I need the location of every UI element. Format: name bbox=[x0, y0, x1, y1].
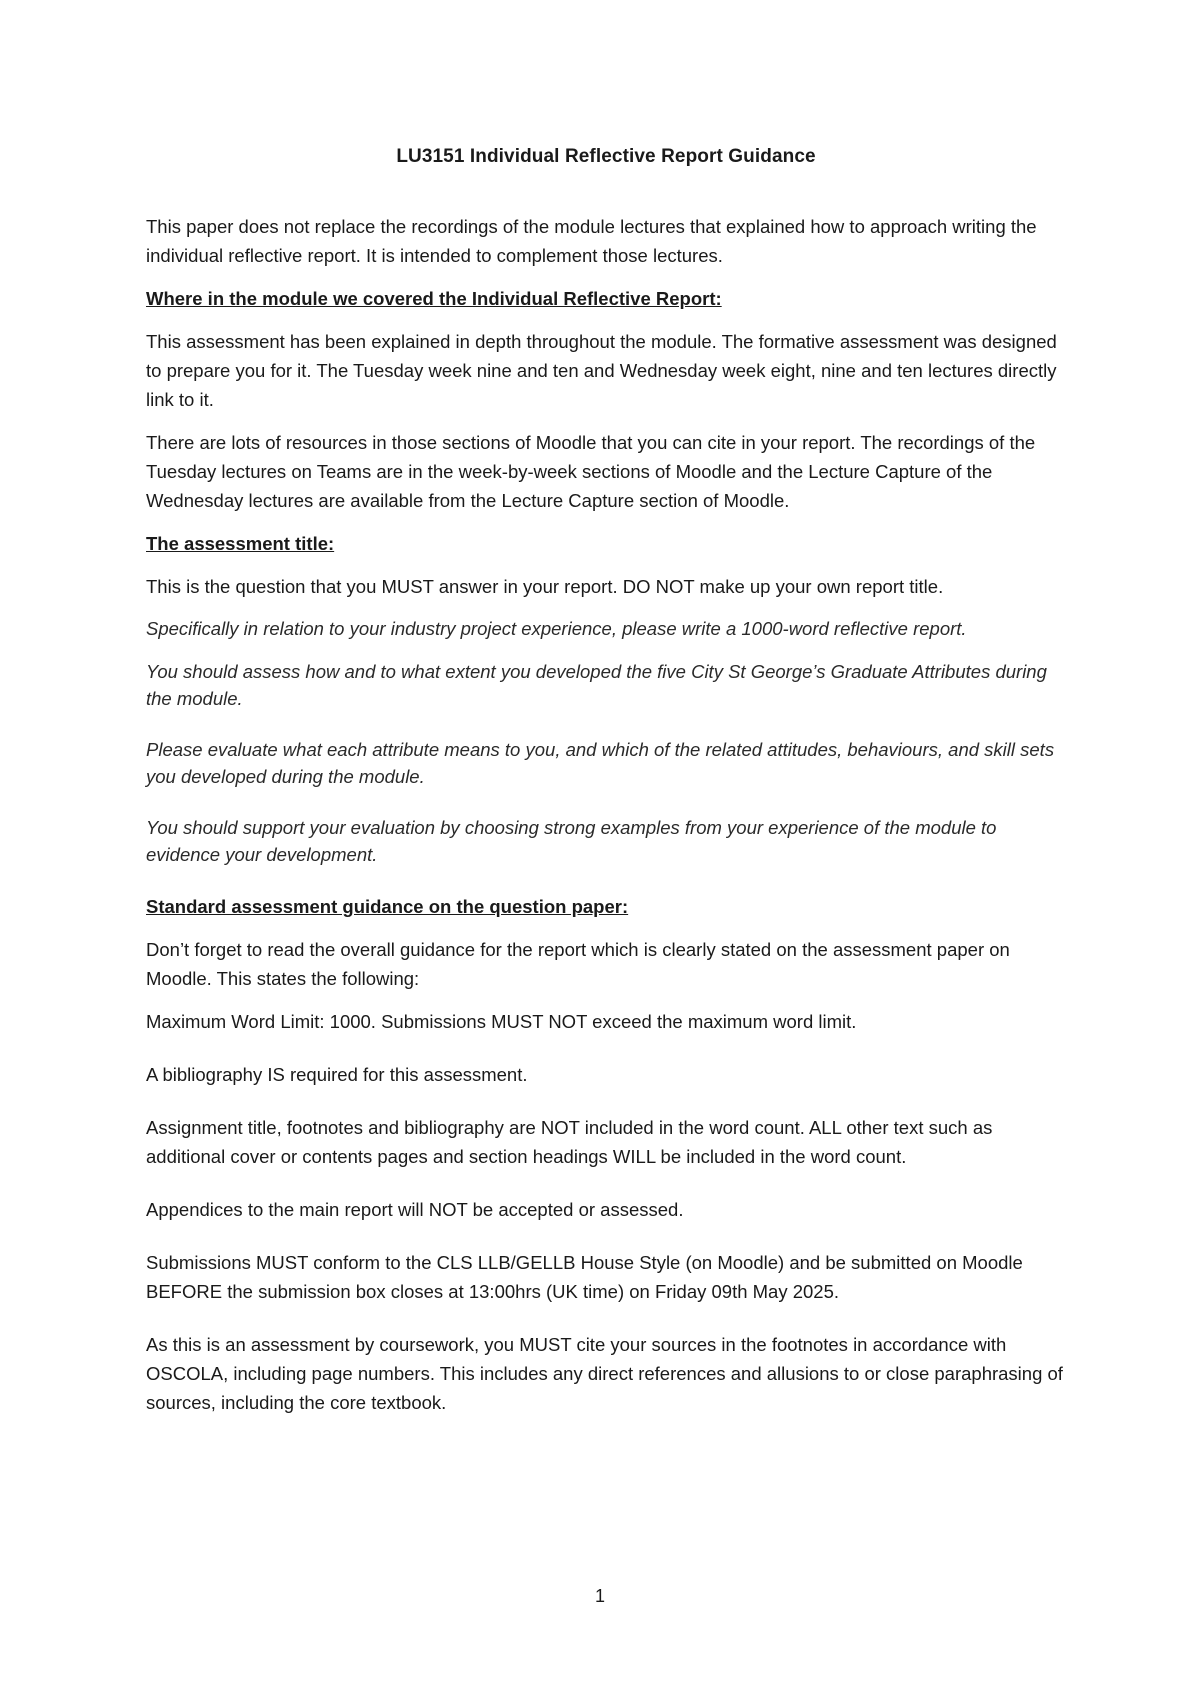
standard-paragraph-7: As this is an assessment by coursework, you MUST cite your sources in the footnotes in accordance with OSCOLA, including page numbers. This includes any direct references and allusions to or close paraphrasing of sources, including the core textbook. bbox=[146, 1334, 1063, 1413]
assessment-question-4: You should support your evaluation by choosing strong examples from your experience of the module to evidence your development. bbox=[146, 817, 997, 865]
assessment-question-3: Please evaluate what each attribute means to you, and which of the related attitudes, behaviours, and skill sets you developed during the module. bbox=[146, 739, 1055, 787]
assessment-title-paragraph: This is the question that you MUST answer in your report. DO NOT make up your own report title. bbox=[146, 576, 944, 597]
section-heading-assessment-title: The assessment title: bbox=[146, 533, 335, 554]
document-page bbox=[146, 146, 1066, 1431]
assessment-question-2: You should assess how and to what extent you developed the five City St George’s Graduate Attributes during the module. bbox=[146, 661, 1047, 709]
where-paragraph-1: This assessment has been explained in depth throughout the module. The formative assessment was designed to prepare you for it. The Tuesday week nine and ten and Wednesday week eight, nine and ten lectures directly link to it. bbox=[146, 331, 1057, 410]
section-heading-where: Where in the module we covered the Individual Reflective Report: bbox=[146, 288, 722, 309]
standard-paragraph-4: Assignment title, footnotes and bibliography are NOT included in the word count. ALL other text such as additional cover or contents pages and section headings WILL be included in the word count. bbox=[146, 1117, 993, 1167]
standard-paragraph-3: A bibliography IS required for this assessment. bbox=[146, 1064, 528, 1085]
intro-paragraph: This paper does not replace the recordings of the module lectures that explained how to approach writing the individual reflective report. It is intended to complement those lectures. bbox=[146, 216, 1037, 266]
standard-paragraph-6: Submissions MUST conform to the CLS LLB/GELLB House Style (on Moodle) and be submitted on Moodle BEFORE the submission box closes at 13:00hrs (UK time) on Friday 09th May 2025. bbox=[146, 1252, 1023, 1302]
assessment-question-1: Specifically in relation to your industry project experience, please write a 1000-word reflective report. bbox=[146, 618, 967, 639]
section-heading-standard-guidance: Standard assessment guidance on the question paper: bbox=[146, 896, 629, 917]
standard-paragraph-5: Appendices to the main report will NOT be accepted or assessed. bbox=[146, 1199, 684, 1220]
standard-paragraph-2: Maximum Word Limit: 1000. Submissions MUST NOT exceed the maximum word limit. bbox=[146, 1011, 857, 1032]
standard-paragraph-1: Don’t forget to read the overall guidance for the report which is clearly stated on the assessment paper on Moodle. This states the following: bbox=[146, 939, 1010, 989]
document-title: LU3151 Individual Reflective Report Guidance bbox=[396, 146, 816, 167]
where-paragraph-2: There are lots of resources in those sections of Moodle that you can cite in your report. The recordings of the Tuesday lectures on Teams are in the week-by-week sections of Moodle and the Lecture Capture of the Wednesday lectures are available from the Lecture Capture section of Moodle. bbox=[146, 432, 1036, 511]
page-number: 1 bbox=[594, 1586, 605, 1606]
